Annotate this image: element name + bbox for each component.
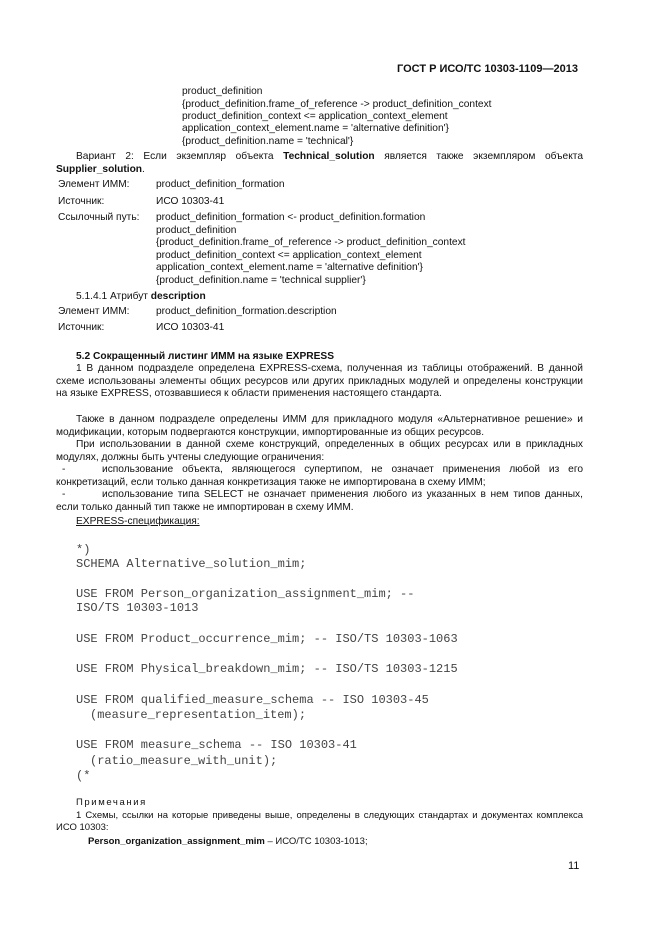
ref-line: application_context_element.name = 'alternative definition'}	[182, 123, 449, 134]
paragraph: При использовании в данной схеме конструкций, определенных в общих ресурсах или в прикладных модулях, должны быть учтены следующие ограничения:	[56, 439, 583, 463]
note-item: Person_organization_assignment_mim – ИСО/ТС 10303-1013;	[88, 836, 368, 847]
attribute-heading: 5.1.4.1 Атрибут description	[76, 291, 206, 302]
list-item: - использование объекта, являющегося супертипом, не означает применения любой из его конкретизаций, если только данная конкретизация также не импортирована в схему ИММ;	[56, 464, 583, 488]
element-value: product_definition_formation.description	[156, 306, 337, 317]
code-line: SCHEMA Alternative_solution_mim;	[76, 557, 307, 571]
element-label: Элемент ИММ:	[58, 306, 130, 317]
paragraph: 1 В данном подразделе определена EXPRESS-схема, полученная из таблицы отображений. В данной схеме использованы элементы общих ресурсов или других прикладных модулей и определены конструкции на языке EXPRESS, отозвавшиеся к области применения настоящего стандарта.	[56, 363, 583, 400]
ref-line: {product_definition.frame_of_reference -> product_definition_context	[156, 237, 466, 248]
code-line: (*	[76, 769, 91, 783]
code-line: ISO/TS 10303-1013	[76, 601, 199, 615]
code-line: USE FROM Physical_breakdown_mim; -- ISO/TS 10303-1215	[76, 662, 458, 676]
ref-line: {product_definition.frame_of_reference -> product_definition_context	[182, 99, 492, 110]
source-value: ИСО 10303-41	[156, 196, 225, 207]
note-paragraph: 1 Схемы, ссылки на которые приведены выше, определены в следующих стандартах и документах комплекса ИСО 10303:	[56, 810, 583, 833]
code-line: *)	[76, 543, 91, 557]
variant-2-paragraph: Вариант 2: Если экземпляр объекта Technical_solution является также экземпляром объекта Supplier_solution.	[56, 151, 583, 175]
ref-line: {product_definition.name = 'technical'}	[182, 136, 354, 147]
paragraph: Также в данном подразделе определены ИММ для прикладного модуля «Альтернативное решение» и модификации, которым подвергаются конструкции, импортированные из общих ресурсов.	[56, 414, 583, 438]
source-label: Источник:	[58, 196, 105, 207]
document-id: ГОСТ Р ИСО/ТС 10303-1109—2013	[397, 63, 578, 75]
ref-path-label: Ссылочный путь:	[58, 212, 140, 223]
ref-line: application_context_element.name = 'alternative definition'}	[156, 262, 423, 273]
ref-line: product_definition	[182, 86, 263, 97]
element-value: product_definition_formation	[156, 179, 285, 190]
code-line: USE FROM Product_occurrence_mim; -- ISO/TS 10303-1063	[76, 632, 458, 646]
ref-line: product_definition_context <= application_context_element	[182, 111, 448, 122]
code-line: USE FROM Person_organization_assignment_mim; --	[76, 587, 415, 601]
section-title: 5.2 Сокращенный листинг ИММ на языке EXPRESS	[76, 351, 335, 362]
ref-line: product_definition	[156, 225, 237, 236]
element-label: Элемент ИММ:	[58, 179, 130, 190]
ref-line: product_definition_formation <- product_definition.formation	[156, 212, 426, 223]
express-label: EXPRESS-спецификация:	[76, 516, 200, 527]
page-number: 11	[568, 860, 580, 872]
code-line: USE FROM measure_schema -- ISO 10303-41	[76, 738, 357, 752]
source-label: Источник:	[58, 322, 105, 333]
source-value: ИСО 10303-41	[156, 322, 225, 333]
ref-line: {product_definition.name = 'technical supplier'}	[156, 275, 366, 286]
code-line: (ratio_measure_with_unit);	[90, 754, 278, 768]
ref-line: product_definition_context <= application_context_element	[156, 250, 422, 261]
code-line: USE FROM qualified_measure_schema -- ISO 10303-45	[76, 693, 429, 707]
code-line: (measure_representation_item);	[90, 708, 307, 722]
notes-title: Примечания	[76, 797, 147, 808]
list-item: - использование типа SELECT не означает применения любого из указанных в нем типов данных, если только данный тип также не импортирован в схему ИММ.	[56, 489, 583, 513]
